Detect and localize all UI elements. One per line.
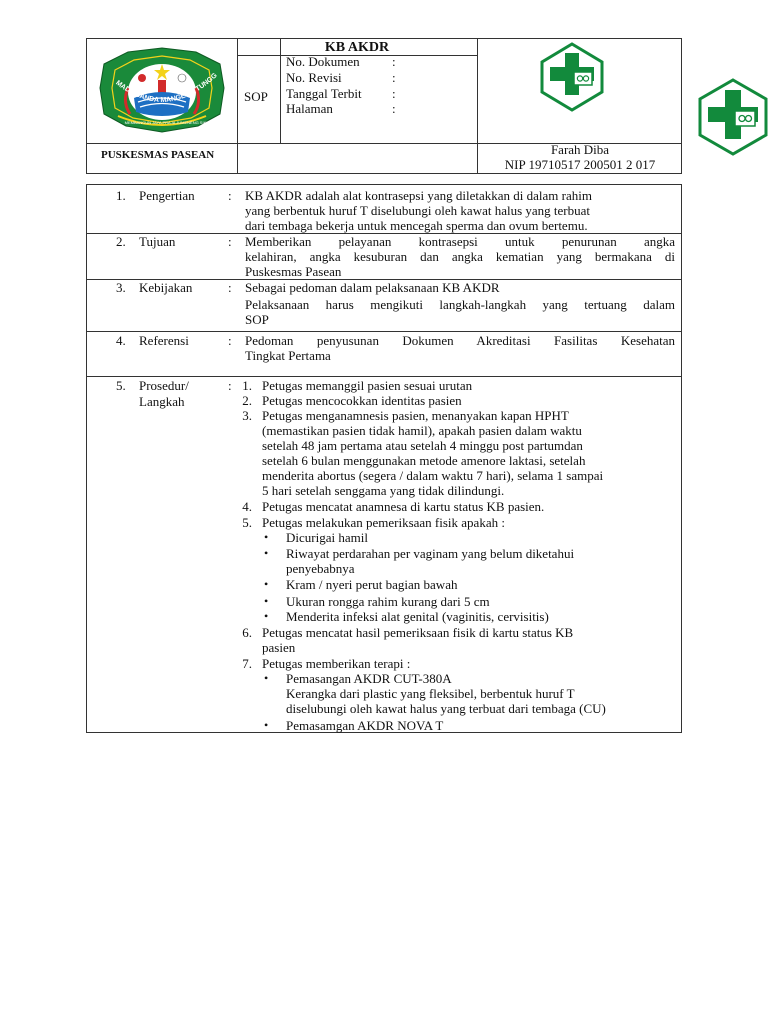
exam-bullet-2: Riwayat perdarahan per vaginam yang belum diketahui penyebabnya — [286, 546, 575, 576]
exam-bullet-4: Ukuran rongga rahim kurang dari 5 cm — [286, 594, 490, 609]
section-4-number: 4. — [116, 333, 126, 348]
section-4-text: Pedoman penyusunan Dokumen Akreditasi Fasilitas Kesehatan Tingkat Pertama — [245, 333, 675, 363]
section-5-label-line2: Langkah — [139, 394, 185, 409]
section-3-label: Kebijakan — [139, 280, 193, 295]
section-1-label: Pengertian — [139, 188, 195, 203]
step-2-number: 2. — [242, 393, 252, 408]
meta-no-dokumen: No. Dokumen : — [286, 54, 396, 69]
svg-text:MADU SANDA MANGESTI TUNGGAL: MADU SANDA MANGESTI TUNGG — [114, 72, 219, 105]
step-4-text: Petugas mencatat anamnesa di kartu status KB pasien. — [262, 499, 545, 514]
step-4-number: 4. — [242, 499, 252, 514]
section-5-number: 5. — [116, 378, 126, 393]
signer-block — [478, 142, 682, 172]
step-5-number: 5. — [242, 515, 252, 530]
bullet-icon: • — [264, 671, 269, 685]
section-1-text: KB AKDR adalah alat kontrasepsi yang diletakkan di dalam rahim yang berbentuk huruf T diselubungi oleh kawat halus yang terbuat dari tembaga bekerja untuk mencegah sperma dan ovum bertemu. — [245, 188, 592, 233]
exam-bullet-1: Dicurigai hamil — [286, 530, 368, 545]
meta-tanggal-terbit: Tanggal Terbit : — [286, 86, 396, 101]
bullet-icon: • — [264, 718, 269, 732]
section-4-colon: : — [228, 333, 232, 348]
step-3-text: Petugas menganamnesis pasien, menanyakan kapan HPHT (memastikan pasien tidak hamil), apakah pasien dalam waktu setelah 48 jam pertama atau setelah 4 minggu post partumdan setelah 6 bulan menggunakan metode amenore laktasi, setelah menderita abortus (segera / dalam waktu 7 hari), selama 1 sampai 5 hari setelah senggama yang tidak dilindungi. — [262, 408, 604, 498]
step-2-text: Petugas mencocokkan identitas pasien — [262, 393, 462, 408]
logo-subtext: MEMBANGUN JAYA PRAJA JUMENENG SIKI — [124, 120, 208, 125]
bullet-icon: • — [264, 609, 269, 623]
section-1-number: 1. — [116, 188, 126, 203]
step-6-text: Petugas mencatat hasil pemeriksaan fisik di kartu status KB pasien — [262, 625, 574, 655]
section-2-colon: : — [228, 234, 232, 249]
therapy-bullet-1: Pemasangan AKDR CUT-380A Kerangka dari plastic yang fleksibel, berbentuk huruf T diselubungi oleh kawat halus yang terbuat dari tembaga (CU) — [286, 671, 606, 716]
step-1-text: Petugas memanggil pasien sesuai urutan — [262, 378, 473, 393]
sop-label: SOP — [244, 89, 268, 104]
bullet-icon: • — [264, 530, 269, 544]
section-1-colon: : — [228, 188, 232, 203]
exam-bullet-3: Kram / nyeri perut bagian bawah — [286, 577, 458, 592]
document-title: KB AKDR — [324, 40, 390, 55]
step-7-number: 7. — [242, 656, 252, 671]
puskesmas-logo-side — [698, 78, 768, 156]
section-2-label: Tujuan — [139, 234, 176, 249]
step-5-text: Petugas melakukan pemeriksaan fisik apakah : — [262, 515, 505, 530]
exam-bullet-5: Menderita infeksi alat genital (vaginitis, cervisitis) — [286, 609, 549, 624]
therapy-bullet-2: Pemasamgan AKDR NOVA T — [286, 718, 444, 733]
section-3-colon: : — [228, 280, 232, 295]
bullet-icon: • — [264, 594, 269, 608]
step-1-number: 1. — [242, 378, 252, 393]
step-7-text: Petugas memberikan terapi : — [262, 656, 411, 671]
meta-no-revisi: No. Revisi : — [286, 70, 396, 85]
bullet-icon: • — [264, 577, 269, 591]
section-4-label: Referensi — [139, 333, 189, 348]
section-5-label: Prosedur/ — [139, 378, 189, 393]
signer-nip: NIP 19710517 200501 2 017 — [504, 157, 656, 172]
section-2-text: Memberikan pelayanan kontrasepsi untuk penurunan angka kelahiran, angka kesuburan dan angka kematian yang bermakana di Puskesmas Pasean — [245, 234, 675, 279]
puskesmas-logo-header — [540, 42, 604, 112]
logo-text-ring — [96, 69, 228, 119]
section-5-colon: : — [228, 378, 232, 393]
step-6-number: 6. — [242, 625, 252, 640]
signer-name: Farah Diba — [550, 142, 610, 157]
step-3-number: 3. — [242, 408, 252, 423]
meta-halaman: Halaman : — [286, 101, 396, 116]
bullet-icon: • — [264, 546, 269, 560]
institution-name: PUSKESMAS PASEAN — [101, 149, 215, 161]
section-3-text: Sebagai pedoman dalam pelaksanaan KB AKDR Pelaksanaan harus mengikuti langkah-langkah yang tertuang dalam SOP — [245, 280, 675, 327]
section-3-number: 3. — [116, 280, 126, 295]
section-2-number: 2. — [116, 234, 126, 249]
